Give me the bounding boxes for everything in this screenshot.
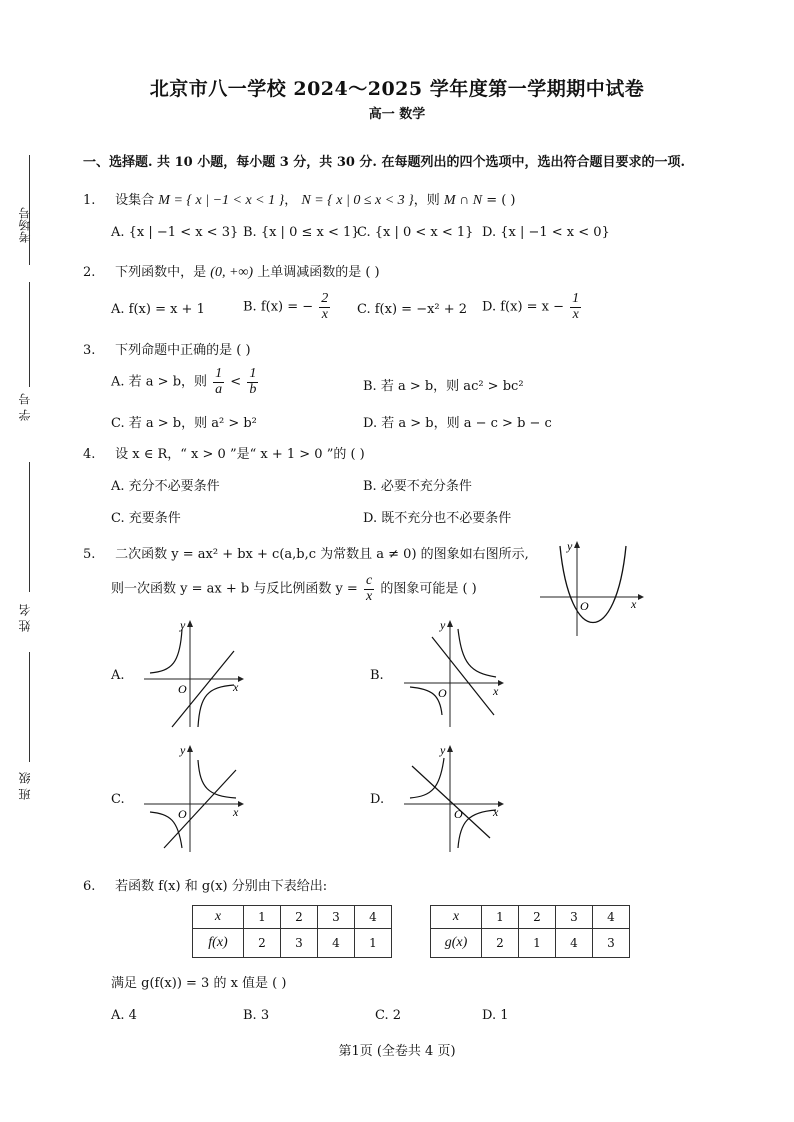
table-f	[192, 905, 392, 958]
q4-stem: 设 x ∈ R，“ x > 0 ”是“ x + 1 > 0 ”的 ( )	[115, 447, 365, 462]
x-axis-arrow-icon	[238, 801, 244, 807]
y-axis-arrow-icon	[187, 745, 193, 752]
table-row	[193, 906, 392, 929]
q5-option-b-label: B.	[370, 668, 384, 683]
axis-label-y: y	[180, 618, 186, 632]
table-cell: 4	[593, 906, 630, 929]
q5-graph-c	[142, 740, 252, 855]
q5-graph-d	[402, 740, 512, 855]
linear-line	[412, 766, 490, 838]
q1-set-n: N = { x | 0 ≤ x < 3 }	[301, 193, 414, 208]
q2-stem-a: 下列函数中，是	[115, 265, 207, 280]
axis-label-y: y	[440, 618, 446, 632]
question-number: 2.	[83, 265, 96, 280]
table-cell: 3	[318, 906, 355, 929]
x-axis-arrow-icon	[498, 801, 504, 807]
q3-option-a-frac1	[213, 367, 224, 397]
sidebar-label-class: 班 级	[18, 772, 32, 800]
q2-interval: (0, +∞)	[210, 265, 254, 280]
table-cell: 4	[318, 929, 355, 958]
origin-label: O	[178, 682, 187, 696]
fraction-denominator: b	[249, 381, 257, 397]
q3-option-c: C. 若 a > b，则 a² > b²	[111, 416, 257, 431]
q1-option-d: D. {x | −1 < x < 0}	[482, 225, 610, 240]
q5-option-a-label: A.	[111, 668, 125, 683]
sidebar-line-name	[29, 462, 30, 592]
question-2	[83, 261, 380, 281]
fraction-numerator: 1	[249, 366, 257, 381]
table-cell: x	[431, 906, 482, 929]
origin-label: O	[454, 807, 463, 821]
question-6	[83, 875, 327, 894]
sidebar-label-exam-room: 考场号	[18, 207, 32, 243]
hyperbola-branch-1	[458, 629, 496, 677]
axis-label-x: x	[493, 684, 499, 698]
fraction-numerator: 2	[321, 291, 329, 306]
hyperbola-branch-2	[198, 685, 234, 727]
y-axis-arrow-icon	[447, 745, 453, 752]
q3-stem: 下列命题中正确的是 ( )	[115, 343, 251, 358]
q5-parabola-graph	[540, 538, 646, 638]
q6-option-c: C. 2	[375, 1008, 402, 1023]
hyperbola-branch-1	[198, 760, 236, 798]
q5-line-2	[111, 574, 477, 604]
q2-stem-b: 上单调减函数的是 ( )	[257, 265, 380, 280]
q6-stem: 若函数 f(x) 和 g(x) 分别由下表给出:	[115, 879, 328, 894]
table-cell: f(x)	[193, 929, 244, 958]
table-cell: 2	[281, 906, 318, 929]
fraction-numerator: 1	[215, 366, 223, 381]
y-axis-arrow-icon	[574, 541, 580, 548]
q5-graph-b	[402, 615, 512, 730]
q2-option-d-fraction	[570, 292, 581, 322]
sidebar-label-name: 姓 名	[18, 604, 32, 632]
question-1: 1. 设集合 M = { x | −1 < x < 1 }， N = { x | 0 ≤ x < 3 }，则 M ∩ N = ( )	[83, 193, 516, 208]
parabola-curve	[560, 546, 626, 623]
table-g	[430, 905, 630, 958]
axis-label-y: y	[180, 743, 186, 757]
question-4	[83, 443, 365, 462]
fraction-numerator: c	[365, 573, 373, 588]
axis-label-x: x	[233, 680, 239, 694]
question-number: 6.	[83, 879, 96, 894]
question-3	[83, 339, 251, 358]
q2-option-d	[482, 292, 583, 322]
linear-line	[432, 637, 494, 715]
fraction-denominator: x	[321, 306, 328, 322]
q1-set-m: M = { x | −1 < x < 1 }	[158, 193, 285, 208]
q6-option-a: A. 4	[111, 1008, 137, 1023]
q3-option-d: D. 若 a > b，则 a − c > b − c	[363, 416, 552, 431]
table-row	[193, 929, 392, 958]
q4-option-b: B. 必要不充分条件	[363, 479, 472, 494]
q1-option-a: A. {x | −1 < x < 3}	[111, 225, 239, 240]
q3-option-a-frac2	[247, 367, 258, 397]
origin-label: O	[580, 599, 589, 613]
q3-option-a-label: A. 若 a > b，则	[111, 374, 208, 390]
fraction-numerator: 1	[572, 291, 580, 306]
linear-line	[164, 770, 236, 848]
exam-subtitle: 高一 数学	[368, 107, 426, 122]
q3-option-a-lt: <	[230, 374, 242, 390]
q2-option-c: C. f(x) = −x² + 2	[357, 302, 468, 317]
table-cell: 3	[556, 906, 593, 929]
axis-label-x: x	[631, 597, 637, 611]
q1-stem-a: 设集合	[115, 193, 155, 208]
sidebar-line-student-id	[29, 282, 30, 387]
origin-label: O	[178, 807, 187, 821]
x-axis-arrow-icon	[638, 594, 644, 600]
table-row	[431, 929, 630, 958]
table-cell: 3	[593, 929, 630, 958]
question-number: 3.	[83, 343, 96, 358]
page-footer: 第1页 (全卷共 4 页)	[338, 1044, 456, 1059]
q5-graph-a	[142, 615, 252, 730]
y-axis-arrow-icon	[187, 620, 193, 627]
q6-option-b: B. 3	[243, 1008, 270, 1023]
q5-line-2-post: 的图象可能是 ( )	[380, 581, 477, 597]
q4-option-d: D. 既不充分也不必要条件	[363, 511, 512, 526]
q6-option-d: D. 1	[482, 1008, 509, 1023]
table-cell: 4	[355, 906, 392, 929]
table-cell: 3	[281, 929, 318, 958]
question-number: 1.	[83, 193, 96, 208]
table-cell: 1	[355, 929, 392, 958]
axis-label-y: y	[440, 743, 446, 757]
x-axis-arrow-icon	[498, 680, 504, 686]
hyperbola-branch-1	[410, 758, 444, 798]
table-cell: g(x)	[431, 929, 482, 958]
table-cell: 1	[244, 906, 281, 929]
table-cell: 1	[519, 929, 556, 958]
q1-option-c: C. {x | 0 < x < 1}	[357, 225, 474, 240]
q1-expr: M ∩ N	[443, 193, 483, 208]
y-axis-arrow-icon	[447, 620, 453, 627]
q3-option-b: B. 若 a > b，则 ac² > bc²	[363, 379, 524, 394]
q5-line-1: 二次函数 y = ax² + bx + c(a,b,c 为常数且 a ≠ 0) 的图象如右图所示,	[115, 547, 529, 562]
q4-option-a: A. 充分不必要条件	[111, 479, 220, 494]
origin-label: O	[438, 686, 447, 700]
table-cell: x	[193, 906, 244, 929]
question-number: 4.	[83, 447, 96, 462]
q6-condition: 满足 g(f(x)) = 3 的 x 值是 ( )	[111, 976, 287, 991]
question-5	[83, 543, 529, 562]
q5-fraction	[364, 574, 374, 604]
table-cell: 2	[482, 929, 519, 958]
axis-label-x: x	[493, 805, 499, 819]
section-heading: 一、选择题. 共 10 小题，每小题 3 分，共 30 分. 在每题列出的四个选项中，选出符合题目要求的一项.	[83, 155, 686, 170]
x-axis-arrow-icon	[238, 676, 244, 682]
exam-title: 北京市八一学校 2024～2025 学年度第一学期期中试卷	[149, 78, 645, 100]
q4-option-c: C. 充要条件	[111, 511, 181, 526]
q1-stem-c: = ( )	[486, 193, 516, 208]
q1-stem-b: ，则	[413, 193, 440, 208]
sidebar-line-class	[29, 652, 30, 762]
table-cell: 2	[244, 929, 281, 958]
fraction-denominator: a	[215, 381, 223, 397]
question-number: 5.	[83, 547, 96, 562]
fraction-denominator: x	[365, 588, 373, 604]
sidebar-label-student-id: 学 号	[18, 393, 32, 421]
q2-option-b	[243, 292, 332, 322]
q2-option-a: A. f(x) = x + 1	[111, 302, 205, 317]
axis-label-y: y	[567, 539, 573, 553]
q1-option-b: B. {x | 0 ≤ x < 1}	[243, 225, 360, 240]
table-cell: 2	[519, 906, 556, 929]
q3-option-a	[111, 367, 260, 397]
q5-option-d-label: D.	[370, 792, 385, 807]
axis-label-x: x	[233, 805, 239, 819]
q2-option-b-label: B. f(x) = −	[243, 299, 314, 315]
q2-option-d-label: D. f(x) = x −	[482, 299, 565, 315]
hyperbola-branch-2	[458, 810, 496, 848]
fraction-denominator: x	[572, 306, 579, 322]
table-cell: 4	[556, 929, 593, 958]
q2-option-b-fraction	[319, 292, 330, 322]
table-cell: 1	[482, 906, 519, 929]
q5-option-c-label: C.	[111, 792, 125, 807]
q5-line-2-pre: 则一次函数 y = ax + b 与反比例函数 y =	[111, 581, 358, 597]
table-row	[431, 906, 630, 929]
hyperbola-branch-1	[150, 629, 182, 673]
